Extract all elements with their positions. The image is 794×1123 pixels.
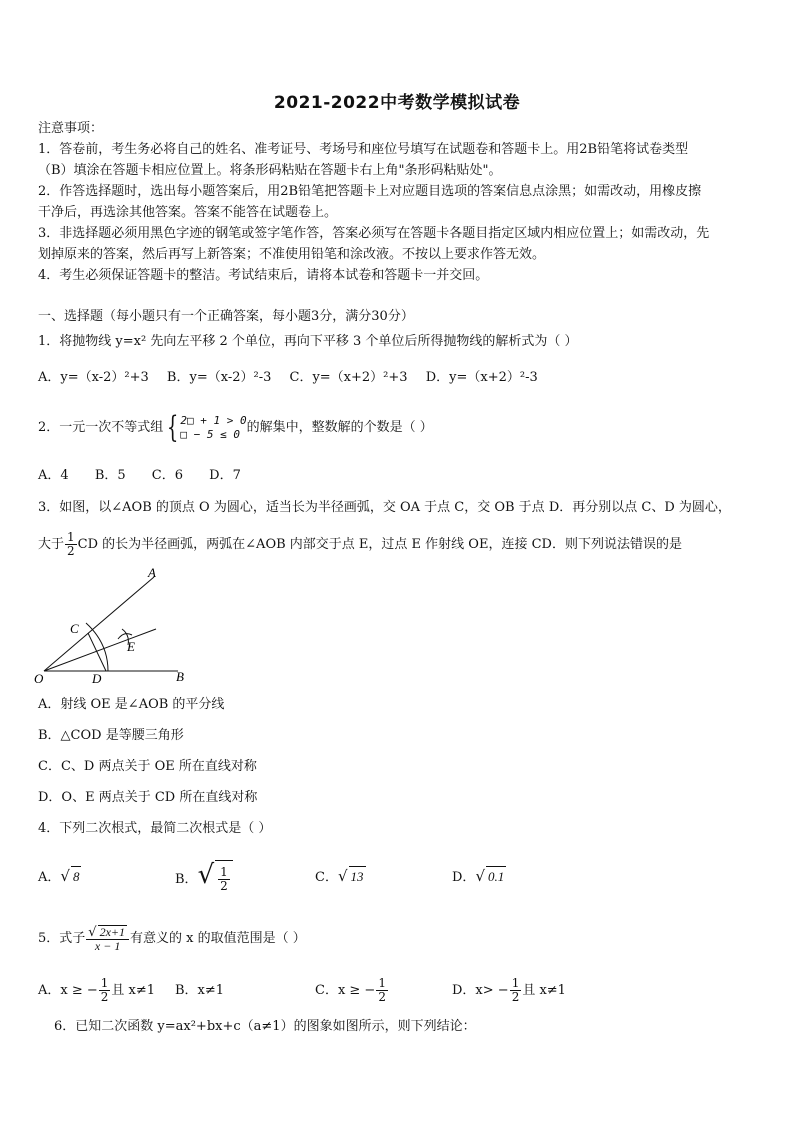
question-5-option-d: D．x> − $\frac{1}{2}$ 且 x≠1 (452, 976, 566, 1004)
fraction: $\frac{1}{2}$ (67, 530, 75, 558)
option-a: A．4 (38, 468, 69, 483)
page-title: 2021-2022中考数学模拟试卷 (273, 93, 521, 113)
question-5-stem: 5．式子 $\frac{√ 2x+1}{x - 1}$ 有意义的 x 的取值范围是（ ） (38, 924, 306, 953)
question-3-option-a: A．射线 OE 是∠AOB 的平分线 (38, 697, 225, 712)
question-4-option-d: D．√ 0.1 (452, 867, 505, 885)
question-3-option-b: B．△COD 是等腰三角形 (38, 728, 184, 743)
brace-symbol: { (167, 409, 179, 445)
question-3-option-c: C．C、D 两点关于 OE 所在直线对称 (38, 759, 257, 774)
option-b: B．5 (94, 468, 126, 483)
label-e: E (127, 639, 135, 654)
section-heading: 一、选择题（每小题只有一个正确答案，每小题3分，满分30分） (38, 309, 414, 324)
question-4-stem: 4．下列二次根式，最简二次根式是（ ） (38, 821, 272, 836)
label-c: C (70, 621, 79, 636)
notice-line: （B）填涂在答题卡相应位置上。将条形码粘贴在答题卡右上角"条形码粘贴处"。 (38, 163, 502, 178)
question-3-line2: 大于 $\frac{1}{2}$ CD 的长为半径画弧，两弧在∠AOB 内部交于点 E，过点 E 作射线 OE，连接 CD．则下列说法错误的是 (38, 530, 682, 558)
notice-line: 3．非选择题必须用黑色字迹的钢笔或签字笔作答，答案必须写在答题卡各题目指定区域内相应位置上；如需改动，先 (38, 226, 710, 241)
question-5-option-c: C．x ≥ − $\frac{1}{2}$ (315, 976, 386, 1004)
notice-heading: 注意事项： (38, 121, 104, 136)
notice-line: 2．作答选择题时，选出每小题答案后，用2B铅笔把答题卡上对应题目选项的答案信息点涂黑；如需改动，用橡皮擦 (38, 184, 702, 199)
notice-line: 划掉原来的答案，然后再写上新答案；不准使用铅笔和涂改液。不按以上要求作答无效。 (38, 247, 546, 262)
question-6-stem: 6．已知二次函数 y=ax²+bx+c（a≠1）的图象如图所示，则下列结论： (54, 1019, 476, 1034)
question-2-options (38, 466, 255, 486)
question-3-option-d: D．O、E 两点关于 CD 所在直线对称 (38, 790, 258, 805)
question-1-stem: 1．将抛物线 y=x² 先向左平移 2 个单位，再向下平移 3 个单位后所得抛物线的解析式为（ ） (38, 334, 578, 349)
option-c: C．6 (151, 468, 183, 483)
angle-bisector-figure (30, 565, 200, 690)
option-c: C．y=（x+2）²+3 (289, 370, 408, 385)
option-d: D．7 (209, 468, 241, 483)
question-5-option-a: A．x ≥ − $\frac{1}{2}$ 且 x≠1 (38, 976, 156, 1004)
question-4-option-c: C．√ 13 (315, 867, 364, 885)
question-5-option-b: B．x≠1 (175, 983, 225, 998)
question-4-option-b: B．√ $\frac{1}{2}$ (175, 856, 233, 899)
inequality-system: 2□ + 1 > 0 □ − 5 ≤ 0 (180, 413, 247, 441)
label-d: D (92, 671, 102, 686)
label-a: A (148, 565, 156, 580)
question-2-stem: 2．一元一次不等式组 { 2□ + 1 > 0 □ − 5 ≤ 0 的解集中，整数解的个数是（ ） (38, 409, 433, 445)
question-1-options (38, 368, 552, 388)
notice-line: 干净后，再选涂其他答案。答案不能答在试题卷上。 (38, 205, 338, 220)
option-d: D．y=（x+2）²-3 (425, 370, 538, 385)
option-b: B．y=（x-2）²-3 (166, 370, 272, 385)
notice-line: 4．考生必须保证答题卡的整洁。考试结束后，请将本试卷和答题卡一并交回。 (38, 268, 489, 283)
label-o: O (34, 671, 44, 686)
option-a: A．y=（x-2）²+3 (38, 370, 149, 385)
question-4-option-a: A．√ 8 (38, 867, 80, 885)
label-b: B (176, 669, 184, 684)
question-3-line1: 3．如图，以∠AOB 的顶点 O 为圆心，适当长为半径画弧，交 OA 于点 C，交 OB 于点 D．再分别以点 C、D 为圆心， (38, 500, 731, 515)
notice-line: 1．答卷前，考生务必将自己的姓名、准考证号、考场号和座位号填写在试题卷和答题卡上。用2B铅笔将试卷类型 (38, 142, 689, 157)
